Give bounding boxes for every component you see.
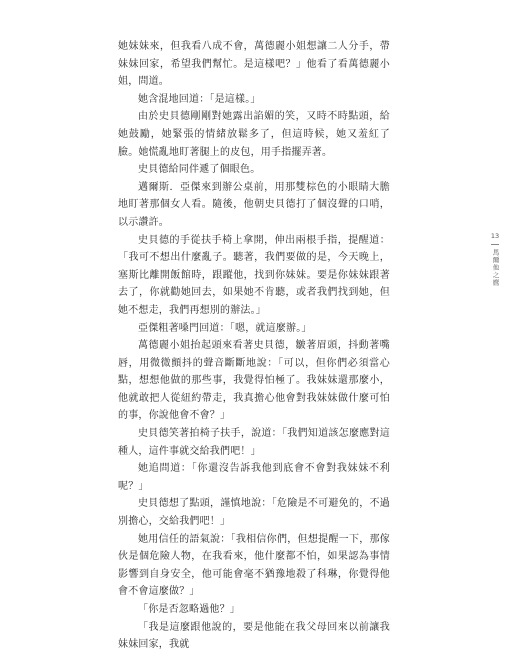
paragraph: 「你是否忽略過他？」	[138, 604, 240, 615]
paragraph: 「我是這麼跟他說的，要是他能在我父母回來以前讓我妹妹回家，我就	[118, 621, 390, 651]
running-footer	[488, 232, 502, 287]
body-text	[118, 38, 390, 654]
paragraph: 史貝德想了點頭，謹慎地說：「危險是不可避免的，不過別擔心，交給我們吧！」	[118, 498, 390, 528]
paragraph: 史貝德笑著拍椅子扶手，說道：「我們知道該怎麼應對這種人，這件事就交給我們吧！」	[118, 428, 390, 457]
paragraph: 由於史貝德剛剛對她露出諂媚的笑，又時不時點頭，給她鼓勵，她緊張的情緒放鬆多了，但這時候，她又羞紅了臉。她慌亂地盯著腿上的皮包，用手指擺弄著。	[118, 111, 390, 158]
book-title: 馬爾他之鷹	[491, 249, 500, 287]
paragraph: 她含混地回道：「是這樣。」	[138, 93, 261, 105]
page-number: 13	[490, 232, 500, 240]
paragraph: 她追問道：「你還沒告訴我他到底會不會對我妹妹不利呢？」	[118, 463, 390, 492]
divider	[491, 244, 499, 245]
paragraph: 亞傑粗著嗓門回道：「嗯，就這麼辦。」	[138, 322, 312, 334]
paragraph: 她妹妹來，但我看八成不會，萬德麗小姐想讓二人分手，帶妹妹回家，希望我們幫忙。是這樣吧？」他看了看萬德麗小姐，問道。	[118, 41, 390, 88]
paragraph: 她用信任的語氣說：「我相信你們，但想提醒一下，那傢伙是個危險人物，在我看來，他什麼都不怕，如果認為事情影響到自身安全，他可能會毫不猶豫地殺了科琳，你覺得他會不會這麼做？」	[118, 533, 390, 598]
paragraph: 史貝德的手從扶手椅上拿開，伸出兩根手指，提醒道：「我可不想出什麼亂子。聽著，我們要做的是，今天晚上，塞斯比離開飯館時，跟蹤他，找到你妹妹。要是你妹妹跟著去了，你就勸她回去，如果她不肯聽，或者我們找到她，但她不想走，我們再想別的辦法。」	[118, 234, 390, 316]
paragraph: 邁爾斯．亞傑來到辦公桌前，用那雙棕色的小眼睛大膽地盯著那個女人看。隨後，他朝史貝德打了個沒聲的口哨，以示讚許。	[118, 181, 390, 228]
paragraph: 史貝德給同伴遞了個眼色。	[138, 164, 261, 176]
paragraph: 萬德麗小姐抬起頭來看著史貝德，皺著眉頭，抖動著嘴唇，用微微顫抖的聲音斷斷地說：「可以，但你們必須當心點，想想他做的那些事，我覺得怕極了。我妹妹還那麼小，他就敢把人從紐約帶走，我真擔心他會對我妹妹做什麼可怕的事，你說他會不會？」	[118, 340, 390, 422]
